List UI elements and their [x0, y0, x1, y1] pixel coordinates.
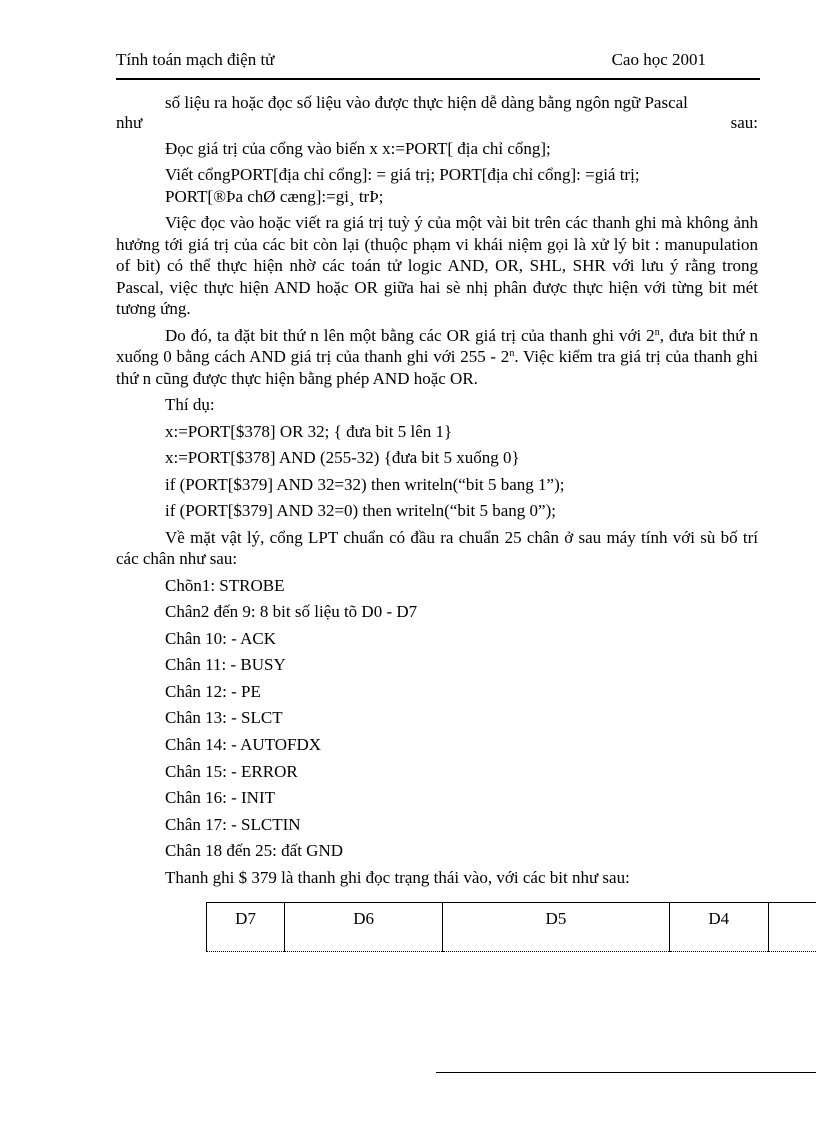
- superscript-n-1: n: [654, 326, 660, 338]
- footer-rule: [436, 1072, 816, 1073]
- code-line: if (PORT[$379] AND 32=0) then writeln(“bit 5 bang 0”);: [165, 501, 556, 520]
- register-description: Thanh ghi $ 379 là thanh ghi đọc trạng thái vào, với các bit như sau:: [165, 868, 630, 888]
- page-header: [116, 48, 760, 80]
- paragraph-intro: số liệu ra hoặc đọc số liệu vào được thực hiện dễ dàng bằng ngôn ngữ Pascal: [165, 93, 688, 112]
- pin-item: Chân2 đến 9: 8 bit số liệu tõ D0 - D7: [165, 602, 418, 622]
- pin-item: Chân 11: - BUSY: [165, 655, 286, 675]
- intro-word-sau: sau:: [730, 112, 758, 132]
- pin-item: Chân 15: - ERROR: [165, 761, 298, 781]
- code-line: if (PORT[$379] AND 32=32) then writeln(“bit 5 bang 1”);: [165, 474, 565, 494]
- header-course: Cao học 2001: [611, 50, 706, 69]
- document-body: [116, 92, 758, 894]
- code-line: x:=PORT[$378] OR 32; { đưa bit 5 lên 1}: [165, 421, 453, 441]
- table-cell-d7: D7: [207, 903, 285, 952]
- table-cell-d4: D4: [669, 903, 768, 952]
- table-cell-d6: D6: [285, 903, 443, 952]
- paragraph-intro-end: [116, 113, 758, 135]
- pin-item: Chân 17: - SLCTIN: [165, 814, 301, 834]
- table-cell-d5: D5: [443, 903, 670, 952]
- paragraph-bit-ops: Việc đọc vào hoặc viết ra giá trị tuỳ ý của một vài bit trên các thanh ghi mà không ảnh hưởng tới giá trị của các bit còn lại (thuộc phạm vi khái niệm gọi là xử lý bit : manupulation of bit) có thể thực hiện nhờ các toán tử logic AND, OR, SHL, SHR với lưu ý rằng trong Pascal, việc thực hiện AND hoặc OR giữa hai sè nhị phân được thực hiện với từng bit mét tương ứng.: [116, 213, 758, 318]
- pin-item: Chõn1: STROBE: [165, 575, 285, 595]
- set-bit-text-b: , đưa bit thứ n xuống 0 bằng cách AND giá trị của thanh ghi với 255 - 2: [116, 325, 758, 366]
- write-port-line-1: Viết cổngPORT[địa chỉ cổng]: = giá trị; PORT[địa chỉ cổng]: =giá trị;: [165, 165, 640, 184]
- write-port-line-2: PORT[®Þa chØ cæng]:=gi¸ trÞ;: [165, 186, 384, 206]
- table-row: [207, 903, 816, 952]
- set-bit-text-c: . Việc kiểm tra giá trị của thanh ghi thứ n cũng được thực hiện bằng phép AND hoặc OR.: [116, 347, 758, 388]
- pin-item: Chân 18 đến 25: đất GND: [165, 841, 344, 861]
- register-bit-table: [206, 902, 816, 952]
- example-label: Thí dụ:: [165, 395, 215, 414]
- set-bit-text-a: Do đó, ta đặt bit thứ n lên một bằng các OR giá trị của thanh ghi với 2: [165, 325, 655, 345]
- pin-item: Chân 10: - ACK: [165, 628, 276, 648]
- pin-item: Chân 16: - INIT: [165, 788, 276, 808]
- intro-word-nhu: như: [116, 112, 143, 132]
- read-port-line: Đọc giá trị của cổng vào biến x x:=PORT[ địa chỉ cổng];: [165, 138, 551, 158]
- pin-item: Chân 12: - PE: [165, 681, 261, 701]
- paragraph-set-bit: [116, 325, 758, 390]
- pin-item: Chân 13: - SLCT: [165, 708, 283, 728]
- superscript-n-2: n: [509, 348, 515, 359]
- code-line: x:=PORT[$378] AND (255-32) {đưa bit 5 xuống 0}: [165, 448, 520, 467]
- table-cell-partial: [768, 903, 816, 952]
- pin-list: [116, 575, 758, 863]
- header-title: Tính toán mạch điện tử: [116, 50, 275, 69]
- paragraph-physical: Về mặt vật lý, cổng LPT chuẩn có đầu ra chuẩn 25 chân ở sau máy tính với sù bố trí các chân như sau:: [116, 527, 758, 568]
- pin-item: Chân 14: - AUTOFDX: [165, 735, 321, 755]
